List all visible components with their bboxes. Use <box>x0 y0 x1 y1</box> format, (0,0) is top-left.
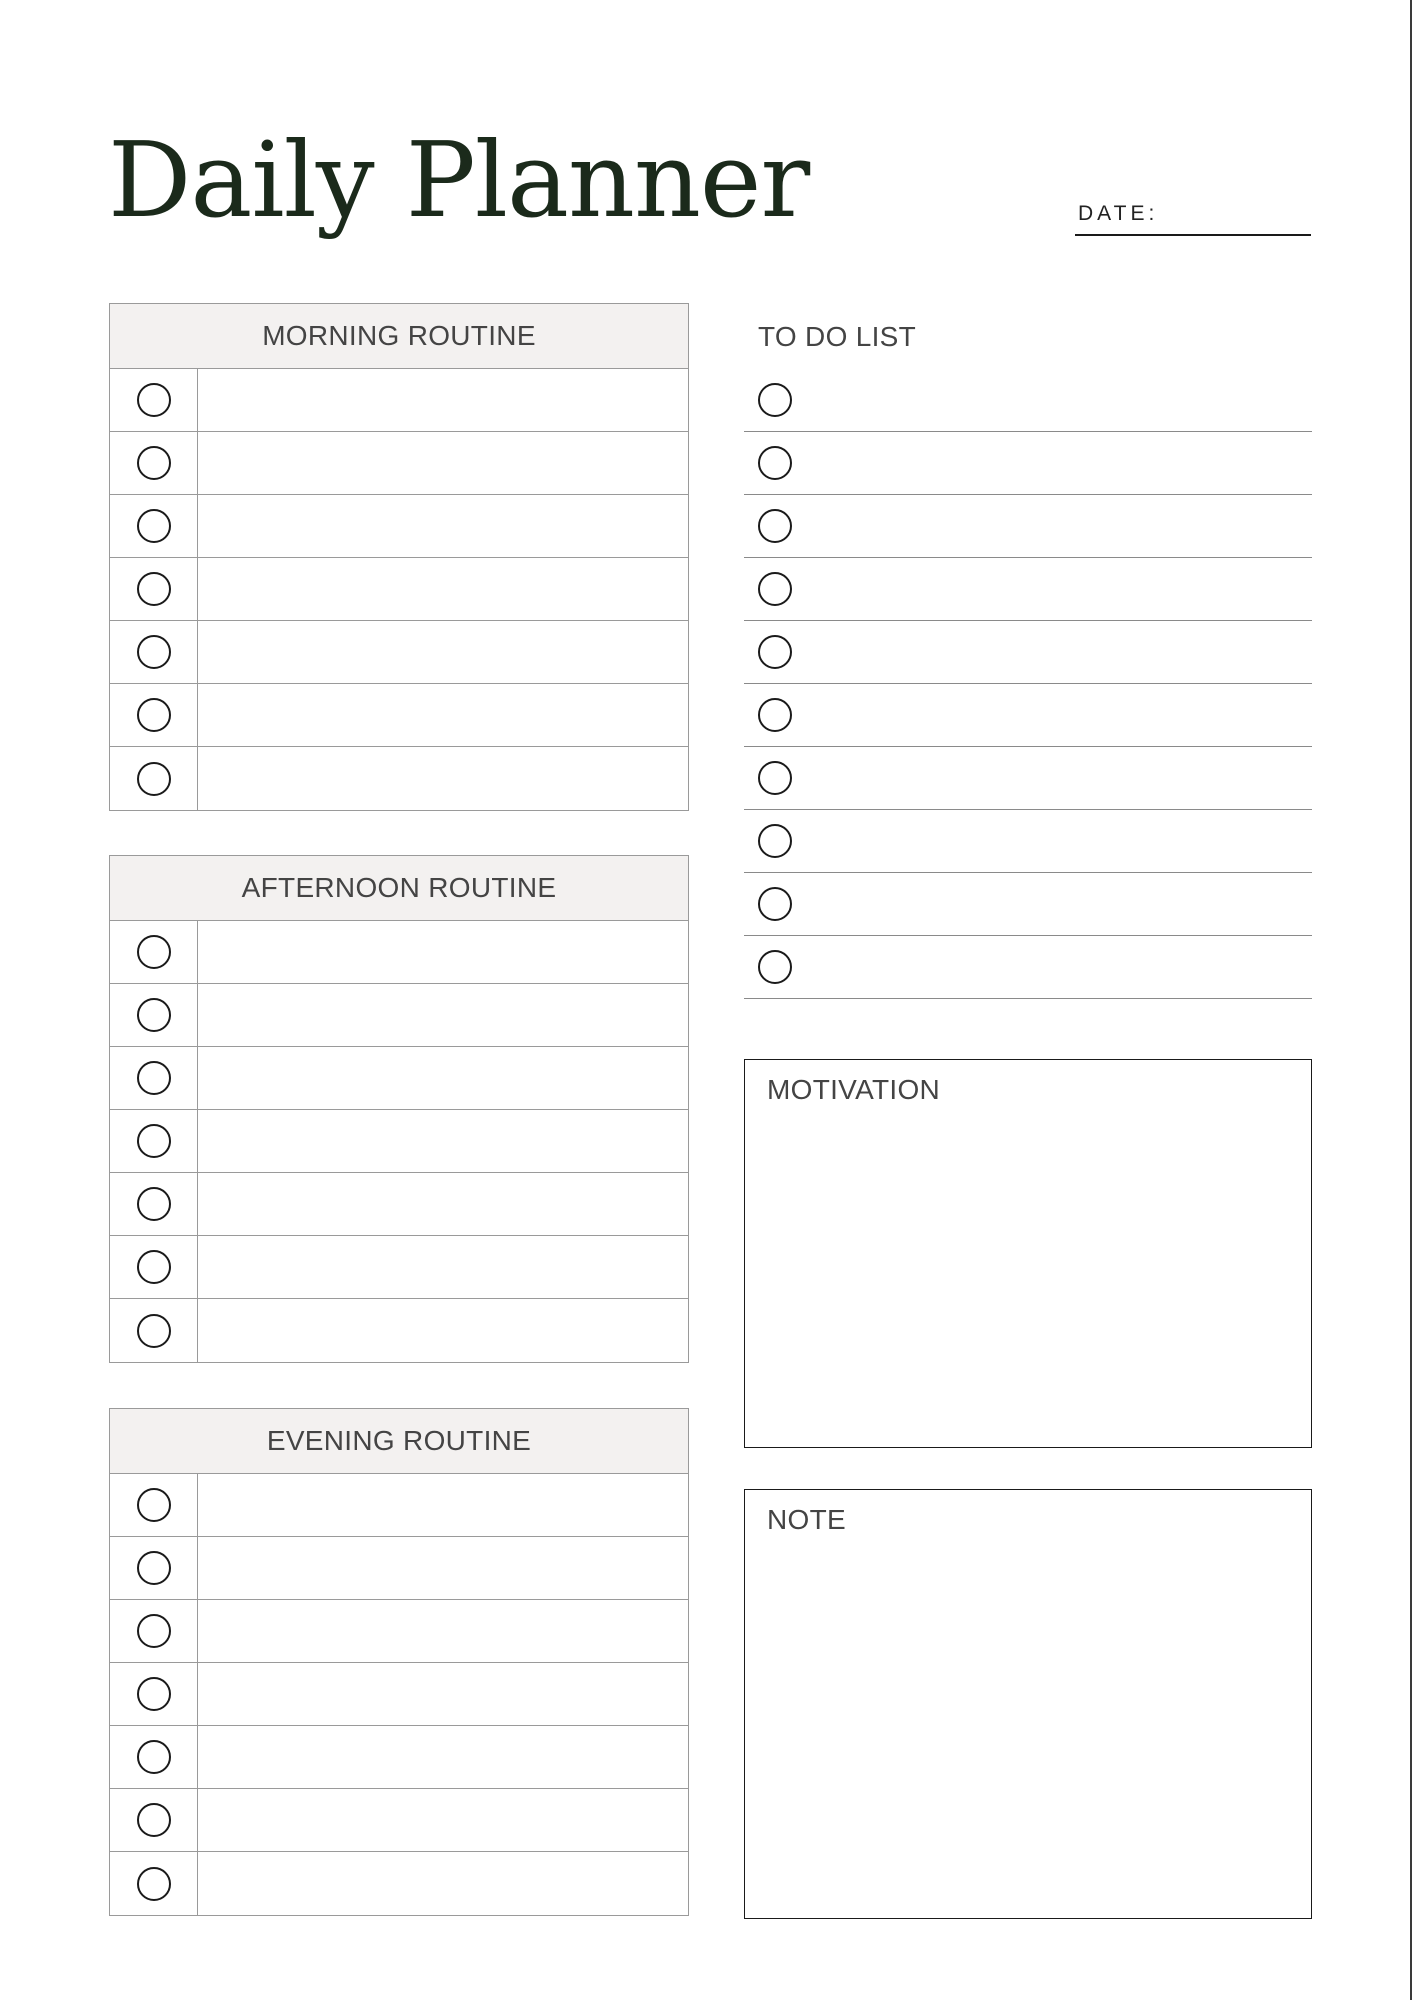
evening-routine-header: EVENING ROUTINE <box>110 1409 688 1474</box>
routine-row <box>110 1236 688 1299</box>
date-field[interactable] <box>1075 198 1311 236</box>
checkbox-cell <box>110 558 198 620</box>
entry-line[interactable] <box>198 369 688 431</box>
checkbox-cell <box>110 1236 198 1298</box>
entry-line[interactable] <box>198 984 688 1046</box>
checkbox-circle-icon[interactable] <box>137 1867 171 1901</box>
page-title: Daily Planner <box>108 119 810 241</box>
entry-line[interactable] <box>198 432 688 494</box>
checkbox-cell <box>110 1852 198 1915</box>
checkbox-cell <box>110 1110 198 1172</box>
entry-line[interactable] <box>198 1474 688 1536</box>
checkbox-circle-icon[interactable] <box>137 1124 171 1158</box>
checkbox-circle-icon[interactable] <box>137 1250 171 1284</box>
checkbox-cell <box>110 432 198 494</box>
afternoon-routine-table <box>109 855 689 1363</box>
todo-item[interactable] <box>744 747 1312 810</box>
routine-row <box>110 921 688 984</box>
entry-line[interactable] <box>198 1663 688 1725</box>
todo-item[interactable] <box>744 432 1312 495</box>
checkbox-cell <box>110 1299 198 1362</box>
checkbox-circle-icon[interactable] <box>137 1614 171 1648</box>
checkbox-circle-icon[interactable] <box>137 509 171 543</box>
checkbox-cell <box>110 1600 198 1662</box>
routine-row <box>110 684 688 747</box>
checkbox-cell <box>110 684 198 746</box>
entry-line[interactable] <box>198 1299 688 1362</box>
entry-line[interactable] <box>198 1789 688 1851</box>
checkbox-circle-icon[interactable] <box>137 1187 171 1221</box>
checkbox-circle-icon[interactable] <box>137 635 171 669</box>
routine-row <box>110 1047 688 1110</box>
checkbox-cell <box>110 1474 198 1536</box>
todo-item[interactable] <box>744 558 1312 621</box>
checkbox-cell <box>110 1789 198 1851</box>
todo-item[interactable] <box>744 369 1312 432</box>
checkbox-circle-icon[interactable] <box>137 572 171 606</box>
todo-list-title: TO DO LIST <box>758 321 917 352</box>
note-box[interactable] <box>744 1489 1312 1919</box>
routine-row <box>110 1663 688 1726</box>
todo-item[interactable] <box>744 621 1312 684</box>
checkbox-circle-icon[interactable] <box>137 762 171 796</box>
checkbox-circle-icon[interactable] <box>137 698 171 732</box>
checkbox-cell <box>110 1726 198 1788</box>
todo-item[interactable] <box>744 684 1312 747</box>
entry-line[interactable] <box>198 558 688 620</box>
routine-row <box>110 495 688 558</box>
morning-routine-table <box>109 303 689 811</box>
routine-row <box>110 1852 688 1915</box>
routine-row <box>110 1299 688 1362</box>
checkbox-cell <box>110 621 198 683</box>
todo-item[interactable] <box>744 810 1312 873</box>
routine-row <box>110 1600 688 1663</box>
checkbox-cell <box>110 921 198 983</box>
routine-row <box>110 1789 688 1852</box>
entry-line[interactable] <box>198 747 688 810</box>
routine-row <box>110 1537 688 1600</box>
entry-line[interactable] <box>198 684 688 746</box>
entry-line[interactable] <box>198 1537 688 1599</box>
checkbox-cell <box>110 495 198 557</box>
checkbox-cell <box>110 1663 198 1725</box>
todo-list <box>744 305 1312 999</box>
checkbox-circle-icon[interactable] <box>758 824 792 858</box>
checkbox-circle-icon[interactable] <box>137 1803 171 1837</box>
todo-item[interactable] <box>744 495 1312 558</box>
checkbox-circle-icon[interactable] <box>137 1740 171 1774</box>
checkbox-cell <box>110 1537 198 1599</box>
routine-row <box>110 1726 688 1789</box>
checkbox-circle-icon[interactable] <box>758 383 792 417</box>
routine-row <box>110 747 688 810</box>
evening-routine-rows <box>110 1474 688 1915</box>
motivation-box[interactable] <box>744 1059 1312 1448</box>
routine-row <box>110 1474 688 1537</box>
checkbox-circle-icon[interactable] <box>137 1551 171 1585</box>
checkbox-circle-icon[interactable] <box>758 698 792 732</box>
entry-line[interactable] <box>198 1047 688 1109</box>
todo-item[interactable] <box>744 873 1312 936</box>
checkbox-circle-icon[interactable] <box>137 1488 171 1522</box>
checkbox-circle-icon[interactable] <box>758 887 792 921</box>
checkbox-circle-icon[interactable] <box>137 1314 171 1348</box>
checkbox-circle-icon[interactable] <box>758 635 792 669</box>
routine-row <box>110 621 688 684</box>
entry-line[interactable] <box>198 1852 688 1915</box>
afternoon-routine-header: AFTERNOON ROUTINE <box>110 856 688 921</box>
checkbox-cell <box>110 369 198 431</box>
checkbox-circle-icon[interactable] <box>137 998 171 1032</box>
morning-routine-header: MORNING ROUTINE <box>110 304 688 369</box>
entry-line[interactable] <box>198 1726 688 1788</box>
checkbox-circle-icon[interactable] <box>758 572 792 606</box>
checkbox-cell <box>110 1173 198 1235</box>
entry-line[interactable] <box>198 621 688 683</box>
entry-line[interactable] <box>198 1110 688 1172</box>
routine-row <box>110 558 688 621</box>
checkbox-circle-icon[interactable] <box>137 935 171 969</box>
date-label: DATE: <box>1078 202 1159 225</box>
routine-row <box>110 369 688 432</box>
entry-line[interactable] <box>198 921 688 983</box>
checkbox-circle-icon[interactable] <box>137 383 171 417</box>
page-edge-line <box>1410 0 1412 2000</box>
morning-routine-rows <box>110 369 688 810</box>
evening-routine-table <box>109 1408 689 1916</box>
motivation-title: MOTIVATION <box>767 1074 941 1105</box>
checkbox-circle-icon[interactable] <box>137 446 171 480</box>
checkbox-cell <box>110 984 198 1046</box>
checkbox-cell <box>110 1047 198 1109</box>
note-title: NOTE <box>767 1504 846 1535</box>
checkbox-circle-icon[interactable] <box>758 509 792 543</box>
routine-row <box>110 984 688 1047</box>
entry-line[interactable] <box>198 495 688 557</box>
routine-row <box>110 1173 688 1236</box>
checkbox-circle-icon[interactable] <box>758 446 792 480</box>
checkbox-circle-icon[interactable] <box>758 950 792 984</box>
entry-line[interactable] <box>198 1600 688 1662</box>
routine-row <box>110 432 688 495</box>
checkbox-circle-icon[interactable] <box>758 761 792 795</box>
entry-line[interactable] <box>198 1236 688 1298</box>
entry-line[interactable] <box>198 1173 688 1235</box>
checkbox-circle-icon[interactable] <box>137 1061 171 1095</box>
todo-item[interactable] <box>744 936 1312 999</box>
routine-row <box>110 1110 688 1173</box>
checkbox-cell <box>110 747 198 810</box>
afternoon-routine-rows <box>110 921 688 1362</box>
todo-list-rows <box>744 369 1312 999</box>
checkbox-circle-icon[interactable] <box>137 1677 171 1711</box>
